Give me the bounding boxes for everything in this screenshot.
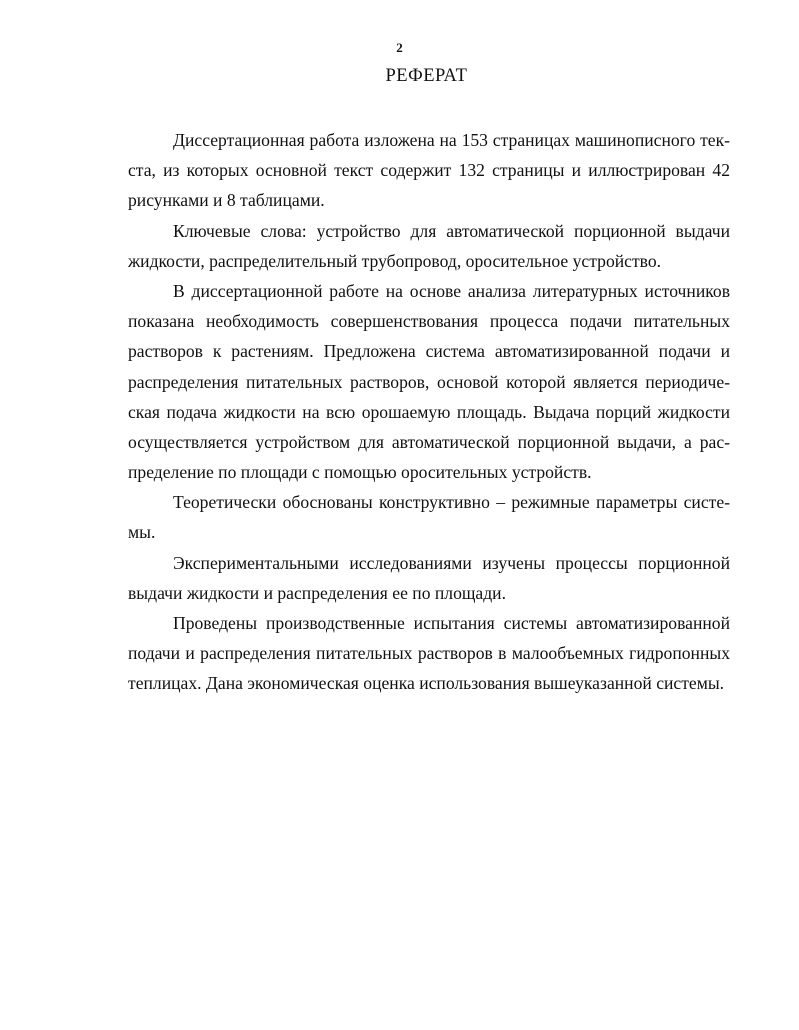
text-line: ская подача жидкости на всю орошаемую площадь. Выдача порций жидкости (128, 401, 730, 422)
text-line: пределение по площади с помощью оросительных устройств. (128, 462, 592, 483)
text-line: подачи и распределения питательных растворов в малообъемных гидропонных (128, 643, 730, 664)
abstract-body (128, 125, 730, 699)
text-line: осуществляется устройством для автоматической порционной выдачи, а рас- (128, 431, 730, 452)
text-line: мы. (128, 522, 156, 543)
page-title: РЕФЕРАТ (385, 66, 468, 86)
text-line: Проведены производственные испытания системы автоматизированной (173, 613, 730, 633)
text-line: Ключевые слова: устройство для автоматической порционной выдачи (173, 220, 730, 241)
paragraph-scope (128, 125, 730, 216)
paragraph-trials (128, 608, 730, 699)
paragraph-theory (128, 487, 730, 547)
paragraph-summary (128, 276, 730, 487)
page-number: 2 (396, 40, 403, 55)
text-line: показана необходимость совершенствования процесса подачи питательных (128, 311, 730, 332)
text-line: распределения питательных растворов, основой которой является периодиче- (128, 371, 730, 392)
text-line: жидкости, распределительный трубопровод, оросительное устройство. (128, 250, 662, 271)
text-line: теплицах. Дана экономическая оценка использования вышеуказанной системы. (128, 673, 725, 694)
paragraph-keywords (128, 216, 730, 276)
text-line: Диссертационная работа изложена на 153 страницах машинописного тек- (173, 130, 730, 150)
text-line: выдачи жидкости и распределения ее по площади. (128, 582, 506, 603)
paragraph-experiments (128, 548, 730, 608)
text-line: Теоретически обоснованы конструктивно – режимные параметры систе- (173, 492, 730, 513)
text-line: растворов к растениям. Предложена система автоматизированной подачи и (128, 341, 730, 362)
text-line: ста, из которых основной текст содержит 132 страницы и иллюстрирован 42 (128, 160, 730, 181)
text-line: Экспериментальными исследованиями изучены процессы порционной (173, 552, 730, 573)
text-line: рисунками и 8 таблицами. (128, 190, 325, 211)
text-line: В диссертационной работе на основе анализа литературных источников (173, 280, 730, 301)
